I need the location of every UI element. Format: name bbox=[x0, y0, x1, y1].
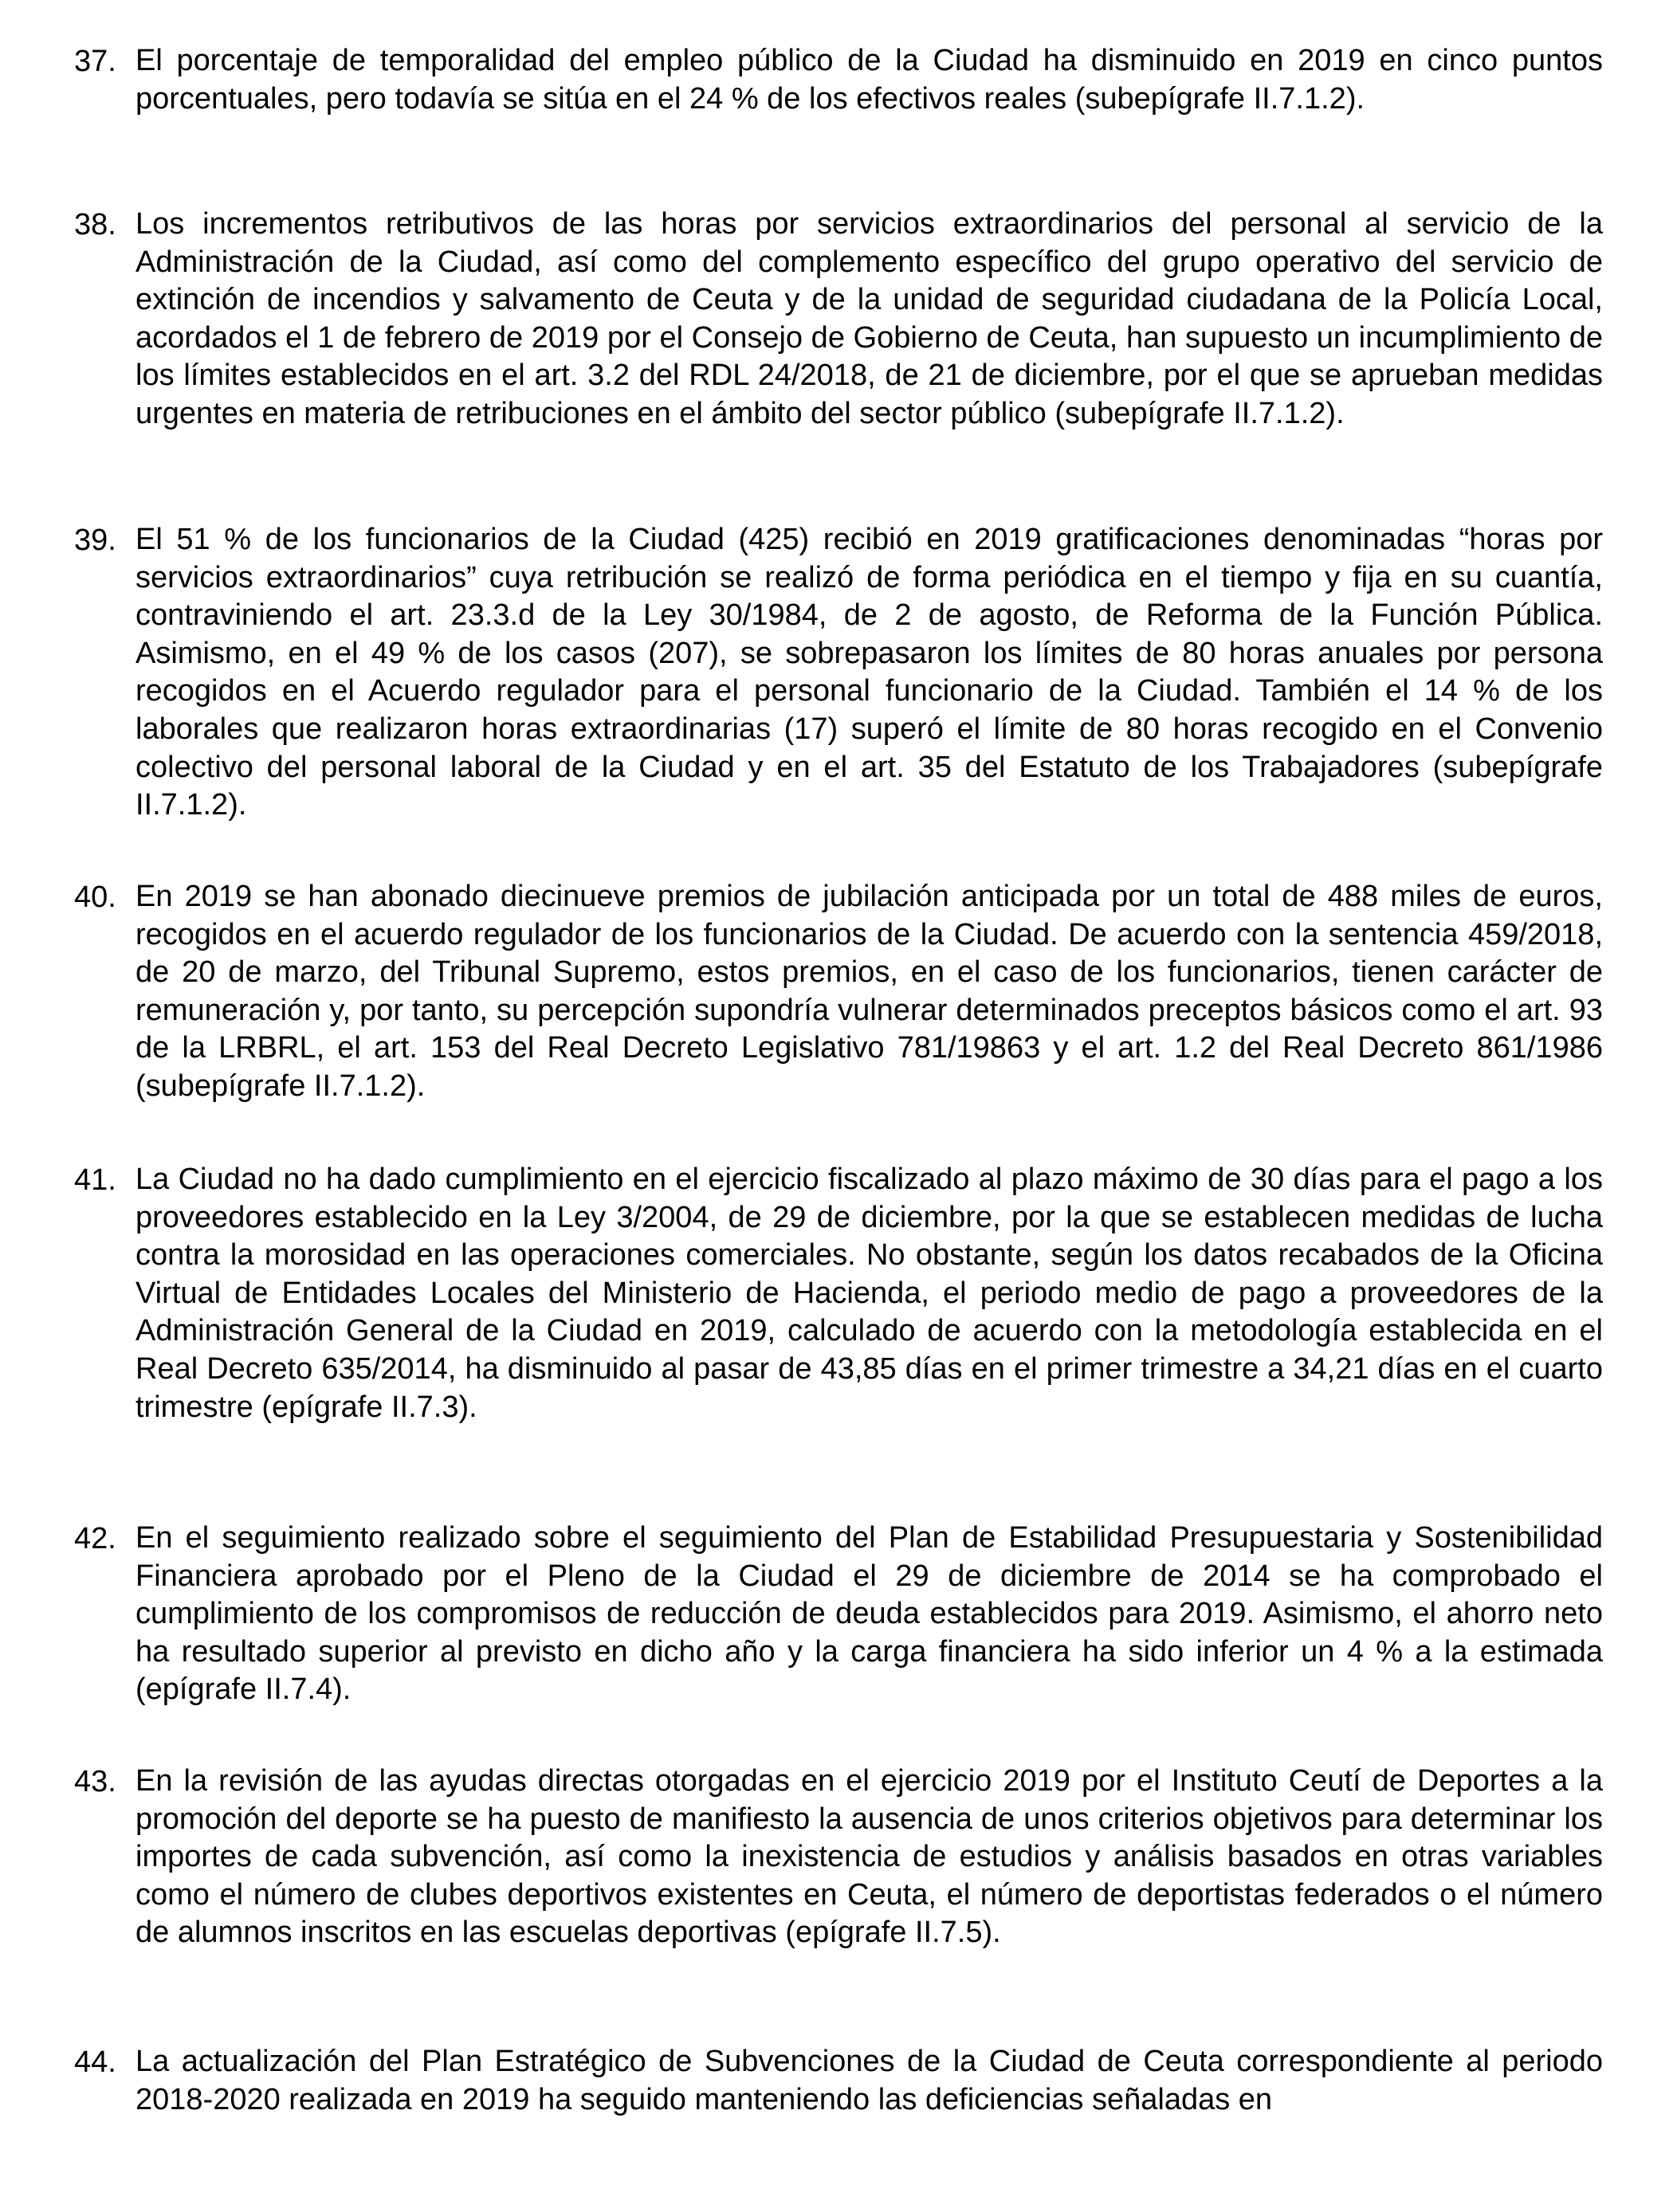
paragraph-number: 43. bbox=[74, 1765, 116, 1798]
paragraph-number: 38. bbox=[74, 208, 116, 241]
paragraph-text: La actualización del Plan Estratégico de Subvenciones de la Ciudad de Ceuta correspondiente al periodo 2018-2020 realizada en 2019 ha seguido manteniendo las deficiencias señaladas en bbox=[135, 2045, 1603, 2116]
paragraph-text: El 51 % de los funcionarios de la Ciudad (425) recibió en 2019 gratificaciones denominadas “horas por servicios extraordinarios” cuya retribución se realizó de forma periódica en el tiempo y fija en su cuantía, contraviniendo el art. 23.3.d de la Ley 30/1984, de 2 de agosto, de Reforma de la Función Pública. Asimismo, en el 49 % de los casos (207), se sobrepasaron los límites de 80 horas anuales por persona recogidos en el Acuerdo regulador para el personal funcionario de la Ciudad. También el 14 % de los laborales que realizaron horas extraordinarias (17) superó el límite de 80 horas recogido en el Convenio colectivo del personal laboral de la Ciudad y en el art. 35 del Estatuto de los Trabajadores (subepígrafe II.7.1.2). bbox=[135, 523, 1603, 822]
paragraph-text: En la revisión de las ayudas directas otorgadas en el ejercicio 2019 por el Instituto Ceutí de Deportes a la promoción del deporte se ha puesto de manifiesto la ausencia de unos criterios objetivos para determinar los importes de cada subvención, así como la inexistencia de estudios y análisis basados en otras variables como el número de clubes deportivos existentes en Ceuta, el número de deportistas federados o el número de alumnos inscritos en las escuelas deportivas (epígrafe II.7.5). bbox=[135, 1764, 1603, 1950]
paragraph-number: 37. bbox=[74, 45, 116, 78]
paragraph-text: Los incrementos retributivos de las horas por servicios extraordinarios del personal al servicio de la Administración de la Ciudad, así como del complemento específico del grupo operativo del servicio de extinción de incendios y salvamento de Ceuta y de la unidad de seguridad ciudadana de la Policía Local, acordados el 1 de febrero de 2019 por el Consejo de Gobierno de Ceuta, han supuesto un incumplimiento de los límites establecidos en el art. 3.2 del RDL 24/2018, de 21 de diciembre, por el que se aprueban medidas urgentes en materia de retribuciones en el ámbito del sector público (subepígrafe II.7.1.2). bbox=[135, 207, 1603, 430]
paragraph-number: 41. bbox=[74, 1163, 116, 1197]
paragraph-number: 44. bbox=[74, 2045, 116, 2079]
paragraph-number: 40. bbox=[74, 880, 116, 914]
paragraph-number: 39. bbox=[74, 524, 116, 557]
paragraph-text: La Ciudad no ha dado cumplimiento en el ejercicio fiscalizado al plazo máximo de 30 días para el pago a los proveedores establecido en la Ley 3/2004, de 29 de diciembre, por la que se establecen medidas de lucha contra la morosidad en las operaciones comerciales. No obstante, según los datos recabados de la Oficina Virtual de Entidades Locales del Ministerio de Hacienda, el periodo medio de pago a proveedores de la Administración General de la Ciudad en 2019, calculado de acuerdo con la metodología establecida en el Real Decreto 635/2014, ha disminuido al pasar de 43,85 días en el primer trimestre a 34,21 días en el cuarto trimestre (epígrafe II.7.3). bbox=[135, 1163, 1603, 1424]
paragraph-text: En el seguimiento realizado sobre el seguimiento del Plan de Estabilidad Presupuestaria y Sostenibilidad Financiera aprobado por el Pleno de la Ciudad el 29 de diciembre de 2014 se ha comprobado el cumplimiento de los compromisos de reducción de deuda establecidos para 2019. Asimismo, el ahorro neto ha resultado superior al previsto en dicho año y la carga financiera ha sido inferior un 4 % a la estimada (epígrafe II.7.4). bbox=[135, 1521, 1603, 1707]
paragraph-number: 42. bbox=[74, 1522, 116, 1555]
paragraph-text: El porcentaje de temporalidad del empleo público de la Ciudad ha disminuido en 2019 en cinco puntos porcentuales, pero todavía se sitúa en el 24 % de los efectivos reales (subepígrafe II.7.1.2). bbox=[135, 44, 1603, 116]
paragraph-text: En 2019 se han abonado diecinueve premios de jubilación anticipada por un total de 488 miles de euros, recogidos en el acuerdo regulador de los funcionarios de la Ciudad. De acuerdo con la sentencia 459/2018, de 20 de marzo, del Tribunal Supremo, estos premios, en el caso de los funcionarios, tienen carácter de remuneración y, por tanto, su percepción supondría vulnerar determinados preceptos básicos como el art. 93 de la LRBRL, el art. 153 del Real Decreto Legislativo 781/19863 y el art. 1.2 del Real Decreto 861/1986 (subepígrafe II.7.1.2). bbox=[135, 880, 1603, 1103]
